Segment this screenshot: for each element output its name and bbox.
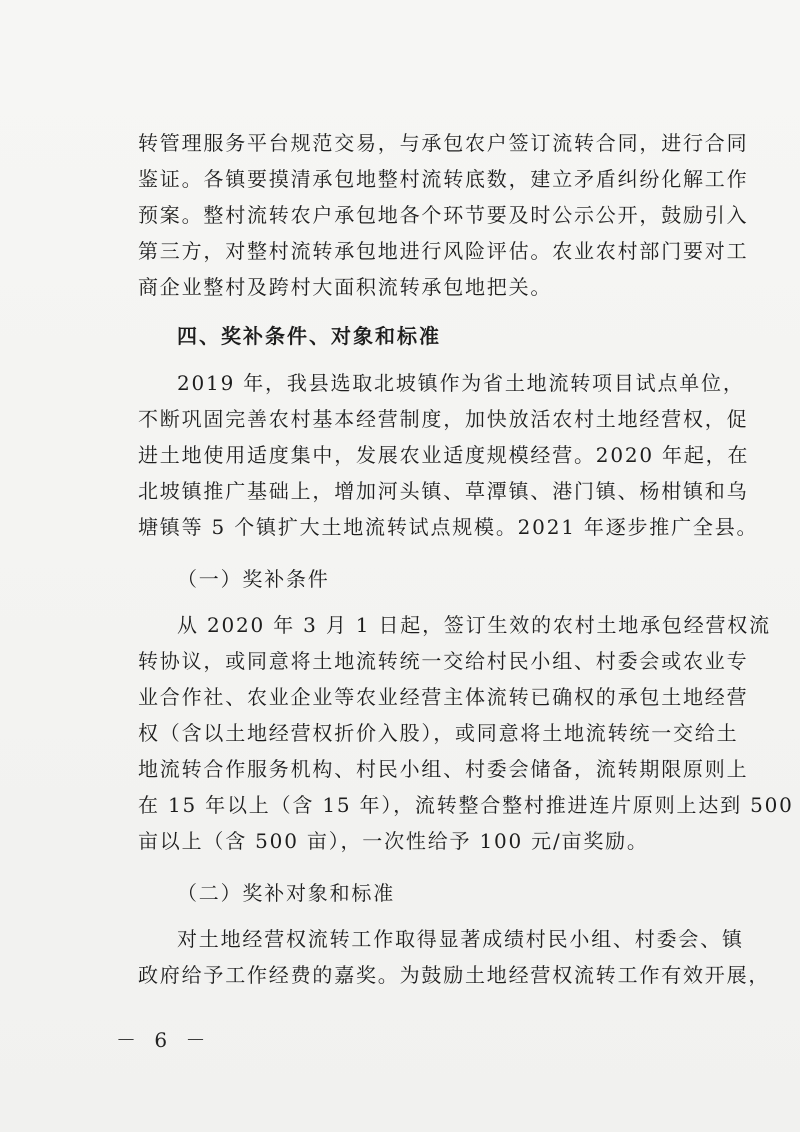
- text-line-17: 地流转合作服务机构、村民小组、村委会储备，流转期限原则上: [138, 757, 749, 781]
- text-line-7: 2019 年，我县选取北坡镇作为省土地流转项目试点单位，: [177, 371, 745, 395]
- text-line-13: 从 2020 年 3 月 1 日起，签订生效的农村土地承包经营权流: [177, 613, 771, 637]
- text-line-11: 塘镇等 5 个镇扩大土地流转试点规模。2021 年逐步推广全县。: [138, 515, 759, 539]
- text-line-4: 第三方，对整村流转承包地进行风险评估。农业农村部门要对工: [138, 239, 749, 263]
- text-line-5: 商企业整村及跨村大面积流转承包地把关。: [138, 275, 553, 299]
- text-line-22: 政府给予工作经费的嘉奖。为鼓励土地经营权流转工作有效开展，: [138, 963, 771, 987]
- subsection-heading-2: （二）奖补对象和标准: [177, 881, 395, 905]
- text-line-15: 业合作社、农业企业等农业经营主体流转已确权的承包土地经营: [138, 685, 749, 709]
- text-line-19: 亩以上（含 500 亩），一次性给予 100 元/亩奖励。: [138, 829, 649, 853]
- page-number: － 6 －: [116, 1028, 212, 1052]
- text-line-10: 北坡镇推广基础上，增加河头镇、草潭镇、港门镇、杨柑镇和乌: [138, 479, 749, 503]
- text-line-3: 预案。整村流转农户承包地各个环节要及时公示公开，鼓励引入: [138, 203, 749, 227]
- text-line-8: 不断巩固完善农村基本经营制度，加快放活农村土地经营权，促: [138, 407, 749, 431]
- text-line-16: 权（含以土地经营权折价入股），或同意将土地流转统一交给土: [138, 721, 739, 745]
- text-line-9: 进土地使用适度集中，发展农业适度规模经营。2020 年起，在: [138, 443, 750, 467]
- text-line-1: 转管理服务平台规范交易，与承包农户签订流转合同，进行合同: [138, 131, 749, 155]
- text-line-21: 对土地经营权流转工作取得显著成绩村民小组、村委会、镇: [177, 927, 744, 951]
- text-line-2: 鉴证。各镇要摸清承包地整村流转底数，建立矛盾纠纷化解工作: [138, 167, 749, 191]
- text-line-18: 在 15 年以上（含 15 年），流转整合整村推进连片原则上达到 500: [138, 793, 794, 817]
- text-line-14: 转协议，或同意将土地流转统一交给村民小组、村委会或农业专: [138, 649, 749, 673]
- subsection-heading-1: （一）奖补条件: [177, 567, 330, 591]
- section-heading-4: 四、奖补条件、对象和标准: [177, 324, 441, 348]
